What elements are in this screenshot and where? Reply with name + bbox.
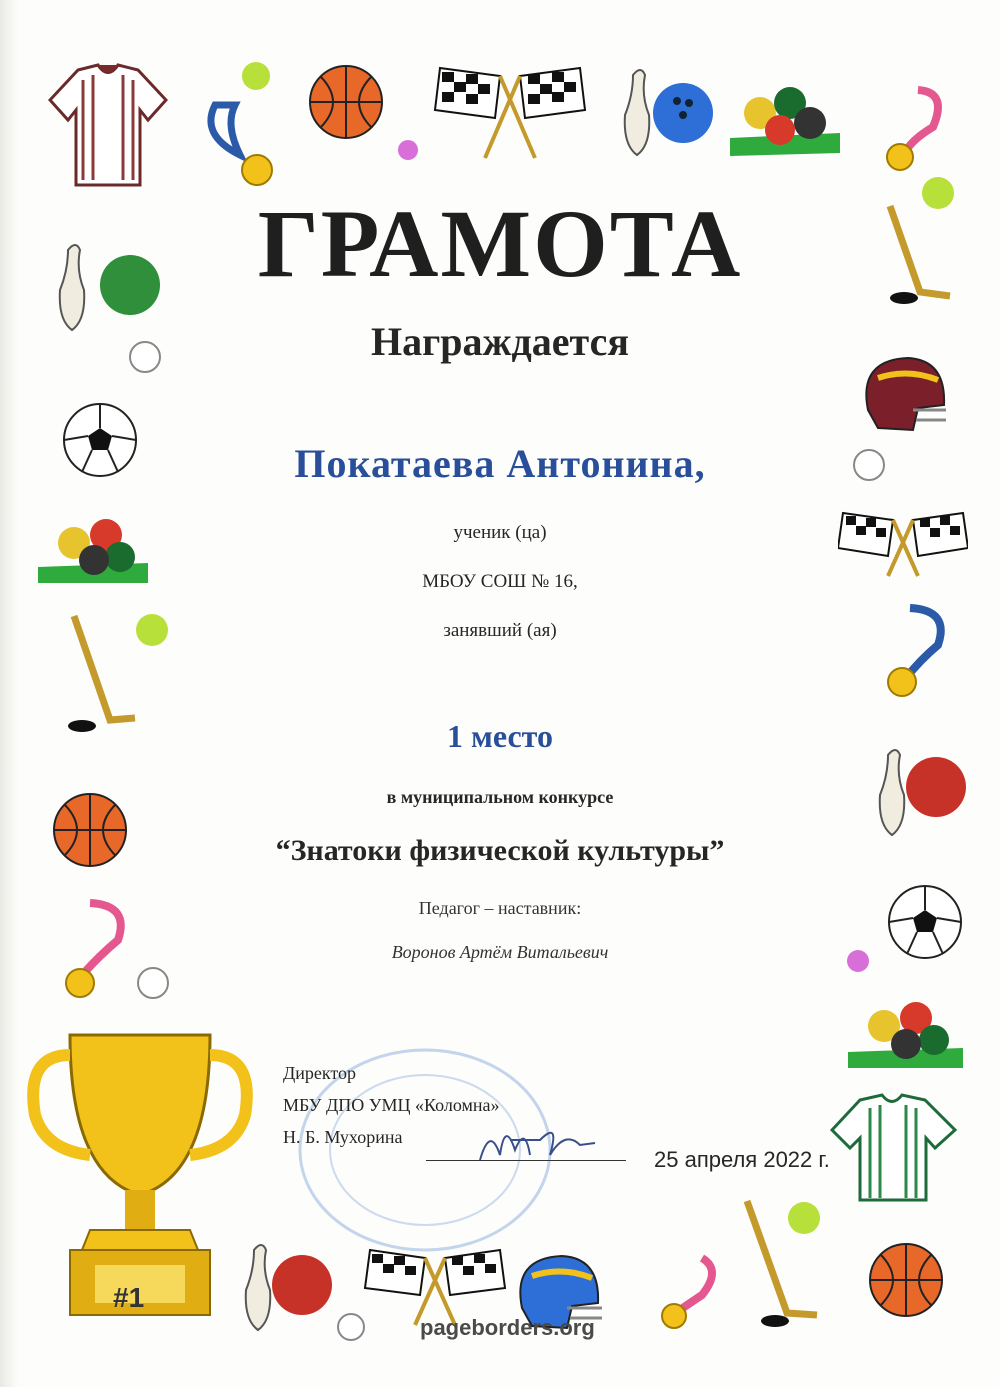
signature-block [283, 1057, 500, 1153]
director-position: Директор [283, 1063, 357, 1083]
recipient-name: Покатаева Антонина, [294, 441, 706, 486]
medal-icon [195, 95, 285, 190]
director-name: Н. Б. Мухорина [283, 1127, 403, 1147]
organization-name: МБУ ДПО УМЦ «Коломна» [283, 1095, 500, 1115]
purple-ball-icon [396, 138, 420, 162]
billiard-balls-icon [730, 78, 840, 158]
taken-label: занявший (ая) [443, 620, 557, 641]
trophy-icon [20, 1025, 260, 1325]
recipient-role: ученик (ца) [453, 522, 547, 543]
basketball-icon [306, 62, 386, 142]
billiard-balls-icon [848, 990, 963, 1070]
shirt-icon [830, 1090, 960, 1205]
bowling-icon [615, 65, 715, 160]
school-name: МБОУ СОШ № 16, [422, 571, 578, 592]
checkered-flags-icon [420, 58, 600, 168]
basketball-icon [866, 1240, 946, 1320]
medal-icon [878, 82, 958, 172]
shirt-icon [48, 60, 168, 190]
awarded-label: Награждается [370, 319, 630, 364]
mentor-label: Педагог – наставник: [418, 898, 582, 918]
footer-site: pageborders.org [420, 1315, 595, 1340]
hockey-stick-icon [735, 1195, 825, 1335]
certificate-date: 25 апреля 2022 г. [654, 1147, 830, 1172]
contest-intro: в муниципальном конкурсе [386, 787, 614, 807]
medal-icon [880, 600, 960, 700]
handwritten-signature [470, 1115, 600, 1175]
place-result: 1 место [447, 718, 553, 754]
contest-name: “Знатоки физической культуры” [275, 834, 725, 867]
medal-icon [652, 1250, 732, 1330]
certificate-title: ГРАМОТА [257, 190, 743, 297]
tennis-ball-icon [240, 60, 272, 92]
trophy-label: #1 [113, 1282, 145, 1313]
mentor-name: Воронов Артём Витальевич [391, 942, 609, 962]
baseball-icon [136, 966, 170, 1000]
